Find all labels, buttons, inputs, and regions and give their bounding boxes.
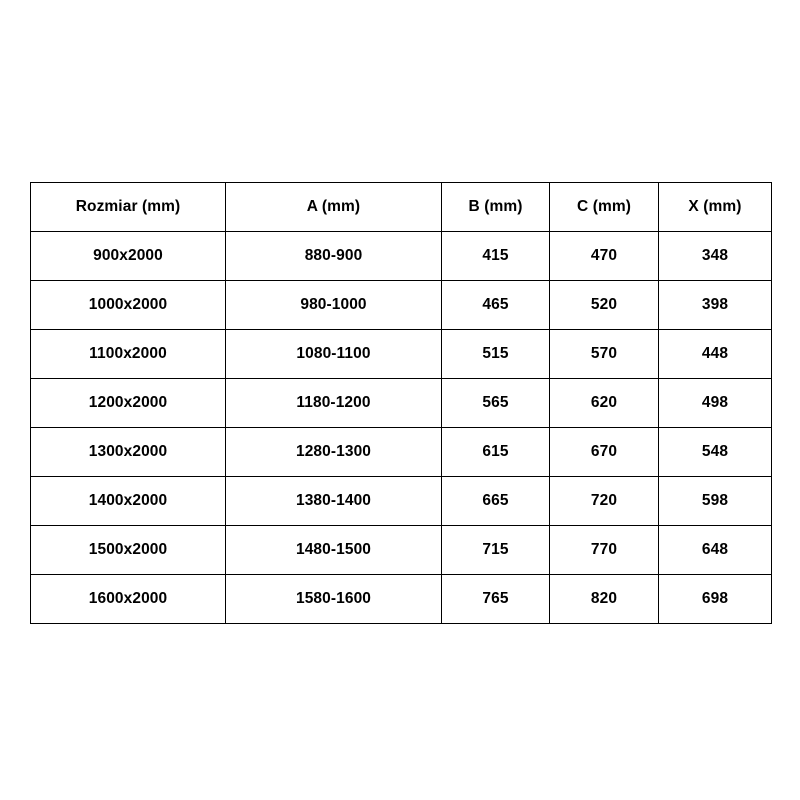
table-header-row (31, 183, 772, 232)
column-header-c: C (mm) (550, 183, 659, 232)
cell-rozmiar: 1200x2000 (31, 379, 226, 428)
column-header-x: X (mm) (659, 183, 772, 232)
specification-table (30, 182, 772, 624)
table-row (31, 379, 772, 428)
cell-b: 565 (442, 379, 550, 428)
table-row (31, 575, 772, 624)
column-header-rozmiar: Rozmiar (mm) (31, 183, 226, 232)
cell-a: 880-900 (226, 232, 442, 281)
table-body (31, 232, 772, 624)
cell-a: 1280-1300 (226, 428, 442, 477)
cell-c: 470 (550, 232, 659, 281)
cell-b: 615 (442, 428, 550, 477)
specification-table-container (30, 182, 771, 624)
cell-c: 670 (550, 428, 659, 477)
cell-b: 765 (442, 575, 550, 624)
table-row (31, 281, 772, 330)
table-row (31, 526, 772, 575)
cell-x: 348 (659, 232, 772, 281)
cell-rozmiar: 900x2000 (31, 232, 226, 281)
table-row (31, 428, 772, 477)
cell-b: 465 (442, 281, 550, 330)
cell-c: 570 (550, 330, 659, 379)
table-row (31, 232, 772, 281)
cell-rozmiar: 1400x2000 (31, 477, 226, 526)
cell-a: 1480-1500 (226, 526, 442, 575)
cell-rozmiar: 1300x2000 (31, 428, 226, 477)
cell-x: 498 (659, 379, 772, 428)
cell-c: 720 (550, 477, 659, 526)
table-header (31, 183, 772, 232)
cell-b: 715 (442, 526, 550, 575)
cell-rozmiar: 1000x2000 (31, 281, 226, 330)
column-header-a: A (mm) (226, 183, 442, 232)
cell-b: 415 (442, 232, 550, 281)
cell-b: 665 (442, 477, 550, 526)
cell-a: 1380-1400 (226, 477, 442, 526)
table-row (31, 330, 772, 379)
cell-x: 598 (659, 477, 772, 526)
column-header-b: B (mm) (442, 183, 550, 232)
cell-x: 648 (659, 526, 772, 575)
cell-x: 698 (659, 575, 772, 624)
cell-a: 1180-1200 (226, 379, 442, 428)
cell-b: 515 (442, 330, 550, 379)
cell-c: 770 (550, 526, 659, 575)
cell-rozmiar: 1100x2000 (31, 330, 226, 379)
cell-c: 520 (550, 281, 659, 330)
table-row (31, 477, 772, 526)
cell-x: 548 (659, 428, 772, 477)
cell-a: 1580-1600 (226, 575, 442, 624)
cell-a: 1080-1100 (226, 330, 442, 379)
cell-x: 398 (659, 281, 772, 330)
cell-c: 620 (550, 379, 659, 428)
cell-rozmiar: 1600x2000 (31, 575, 226, 624)
cell-a: 980-1000 (226, 281, 442, 330)
cell-x: 448 (659, 330, 772, 379)
cell-c: 820 (550, 575, 659, 624)
cell-rozmiar: 1500x2000 (31, 526, 226, 575)
